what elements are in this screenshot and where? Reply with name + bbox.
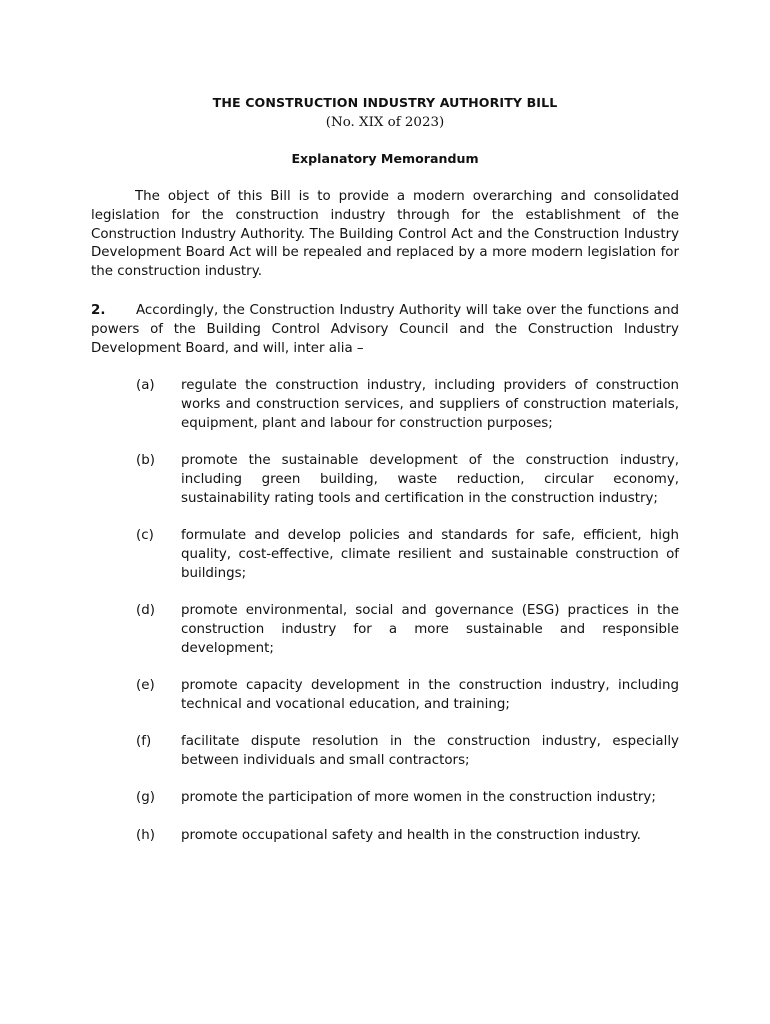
list-item-e: [91, 677, 679, 715]
list-item-text: facilitate dispute resolution in the construction industry, especially between individuals and small contractors;: [181, 734, 679, 768]
list-item-label: (d): [136, 602, 155, 618]
list-item-text: regulate the construction industry, including providers of construction works and construction services, and suppliers of construction materials, equipment, plant and labour for construction purposes;: [181, 378, 679, 431]
memorandum-heading: Explanatory Memorandum: [291, 151, 479, 166]
list-item-text: promote capacity development in the construction industry, including technical and vocational education, and training;: [181, 677, 679, 712]
list-item-h: [91, 827, 679, 846]
list-item-label: (f): [136, 734, 152, 750]
list-item-text: promote the sustainable development of the construction industry, including green building, waste reduction, circular economy, sustainability rating tools and certification in the construction industry;: [181, 452, 679, 506]
paragraph-2-number: 2.: [91, 303, 106, 318]
list-item-label: (g): [136, 790, 155, 806]
function-list: [91, 377, 679, 864]
list-item-label: (a): [136, 378, 155, 393]
list-item-text: promote environmental, social and governance (ESG) practices in the construction industry for a more sustainable and responsible development;: [181, 602, 679, 656]
list-item-g: [91, 789, 679, 808]
list-item-label: (h): [136, 827, 155, 843]
paragraph-2-text: Accordingly, the Construction Industry Authority will take over the functions and powers of the Building Control Advisory Council and the Construction Industry Development Board, and will, inter alia –: [91, 303, 679, 356]
document-title: THE CONSTRUCTION INDUSTRY AUTHORITY BILL: [212, 95, 558, 110]
list-item-text: promote the participation of more women in the construction industry;: [181, 790, 656, 806]
list-item-label: (c): [136, 527, 154, 543]
list-item-label: (e): [136, 677, 155, 693]
paragraph-1: The object of this Bill is to provide a modern overarching and consolidated legislation for the construction industry through for the establishment of the Construction Industry Authority. The Building Control Act and the Construction Industry Development Board Act will be repealed and replaced by a more modern legislation for the construction industry.: [91, 189, 679, 280]
list-item-b: [91, 452, 679, 508]
list-item-a: [91, 377, 679, 433]
list-item-d: [91, 602, 679, 658]
bill-number: (No. XIX of 2023): [325, 115, 445, 130]
paragraph-2: [91, 302, 679, 358]
list-item-text: formulate and develop policies and standards for safe, efficient, high quality, cost-effective, climate resilient and sustainable construction of buildings;: [181, 527, 679, 581]
list-item-text: promote occupational safety and health in the construction industry.: [181, 827, 641, 843]
list-item-label: (b): [136, 452, 155, 468]
list-item-f: [91, 733, 679, 771]
list-item-c: [91, 527, 679, 583]
